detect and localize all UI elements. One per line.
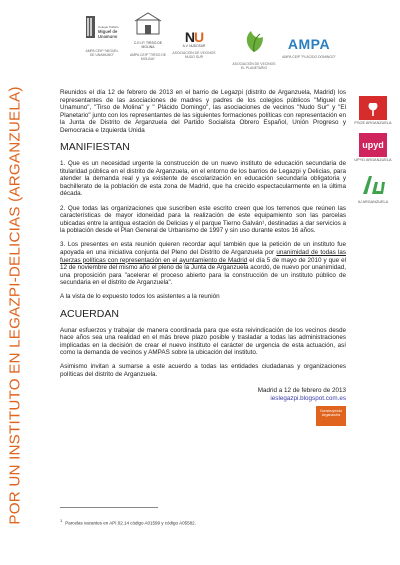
- party-upyd: upyd UPYD ARGANZUELA: [350, 133, 396, 162]
- ampa-mark: AMPA: [287, 36, 331, 52]
- point-3-underlined: unanimidad de todas las fuerzas políticas con representación en el ayuntamiento de Madrid: [60, 249, 346, 264]
- invitation-paragraph: Asimismo invitan a sumarse a este acuerdo a todas las entidades ciudadanas y organizaciones políticas del distrito de Arganzuela.: [60, 363, 346, 379]
- intro-paragraph: Reunidos el día 12 de febrero de 2013 en el barrio de Legazpi (distrito de Arganzuela, Madrid) los representantes de las asociaciones de madres y padres de los colegios públicos "Miguel de Unamuno", "Tirso de Molina" y " Plácido Domingo", las asociaciones de vecinos "Nudo Sur" y "El Planetario" junto con los representantes de las siguientes formaciones políticas con representación en la Junta de Distrito de Arganzuela del Partido Socialista Obrero Español, Unión Progreso y Democracia e Izquierda Unida: [60, 89, 346, 134]
- party-logos: [350, 96, 396, 212]
- blog-link[interactable]: ieslegazpi.blogspot.com.es: [270, 394, 346, 402]
- document-body: [60, 89, 346, 426]
- header-logos: [0, 0, 400, 84]
- agreement-paragraph: Aunar esfuerzos y trabajar de manera coordinada para que esta reivindicación de los vecinos desde hace años sea una realidad en el más breve plazo posible y trasladar a todas las administraciones implicadas en la decisión de crear el nuevo instituto el carácter de urgencia de esta actuación, así como la demanda de vecinos y AMPAS sobre la ubicación del instituto.: [60, 326, 346, 357]
- party-iu: IU ARGANZUELA: [350, 171, 396, 204]
- point-3: [60, 241, 346, 287]
- psoe-rose-icon: [359, 96, 387, 120]
- leaf-icon: [241, 28, 267, 54]
- footnote-marker: 1: [60, 518, 63, 523]
- heading-acuerdan: ACUERDAN: [60, 307, 119, 320]
- side-title: [4, 70, 26, 540]
- assembly-statement: A la vista de lo expuesto todos los asistentes a la reunión: [60, 293, 220, 301]
- footnote-divider: [60, 507, 158, 508]
- signature-date: Madrid a 12 de febrero de 2013: [257, 386, 346, 394]
- nudo-sur-mark: NU: [184, 29, 204, 45]
- logo-nudo-sur: NU A.V. NUDOSUR ASOCIACIÓN DE VECINOS NUDO SUR: [172, 29, 216, 59]
- party-psoe: PSOE ARGANZUELA: [350, 96, 396, 125]
- footnote-text: Parcelas vacantes en API.02.14 código A01599 y código A05582.: [65, 520, 196, 526]
- upyd-logo: upyd: [359, 133, 387, 157]
- logo-tirso-de-molina: C.E.I.P. TIRSO DE MOLINA AMPA CEIP "TIRSO DE MOLINA": [128, 12, 168, 61]
- construyendo-stamp: Construyendo Arganzuela: [316, 406, 346, 426]
- logo-unamuno: Colegio Público Miguel de Unamuno AMPA CEIP "MIGUEL DE UNAMUNO": [82, 12, 122, 57]
- logo-el-planetario: ASOCIACIÓN DE VECINOS EL PLANETARIO: [232, 28, 276, 70]
- point-3-start: 3. Los presentes en esta reunión quieren recordar aquí también que la petición de un instituto fue apoyada en una iniciativa conjunta del Pleno del Distrito de Arganzuela por: [60, 241, 346, 256]
- iu-logo: [359, 171, 387, 199]
- point-2: 2. Que todas las organizaciones que suscriben este escrito creen que los terrenos que reúnen las características de mayor idoneidad para la realización de este equipamiento son las parcelas ubicadas entre la antigua estación de Delicias y el parque Tierno Galván¹, destinadas a dar servicios a la población desde el Plan General de Urbanismo de 1997 y sin uso durante estos 16 años.: [60, 204, 346, 235]
- side-title-text: POR UN INSTITUTO EN LEGAZPI-DELICIAS (ARGANZUELA): [6, 85, 24, 525]
- school-building-icon: [133, 12, 163, 36]
- point-1: 1. Que es un necesidad urgente la construcción de un nuevo instituto de educación secundaria de titularidad pública en el distrito de Arganzuela, en el entorno de los barrios de Legazpi y Delicias, para atender la demanda real y ya existente de escolarización en educación secundaria obligatoria y bachillerato de la población de esta zona de Madrid, que ha crecido espectacularmente en la última década.: [60, 160, 346, 198]
- point-3-end: el día 5 de mayo de 2010 y que el 12 de noviembre del mismo año el pleno de la Junta de Arganzuela acordó, de nuevo por unanimidad, una proposición para "acelerar el proceso abierto para la construcción de un instituto público de secundaria en el distrito de Arganzuela".: [60, 256, 346, 287]
- heading-manifiestan: MANIFIESTAN: [60, 141, 130, 154]
- logo-ampa-placido-domingo: AMPA AMPA CEIP "PLÁCIDO DOMINGO": [280, 36, 338, 59]
- footnote: [60, 518, 196, 527]
